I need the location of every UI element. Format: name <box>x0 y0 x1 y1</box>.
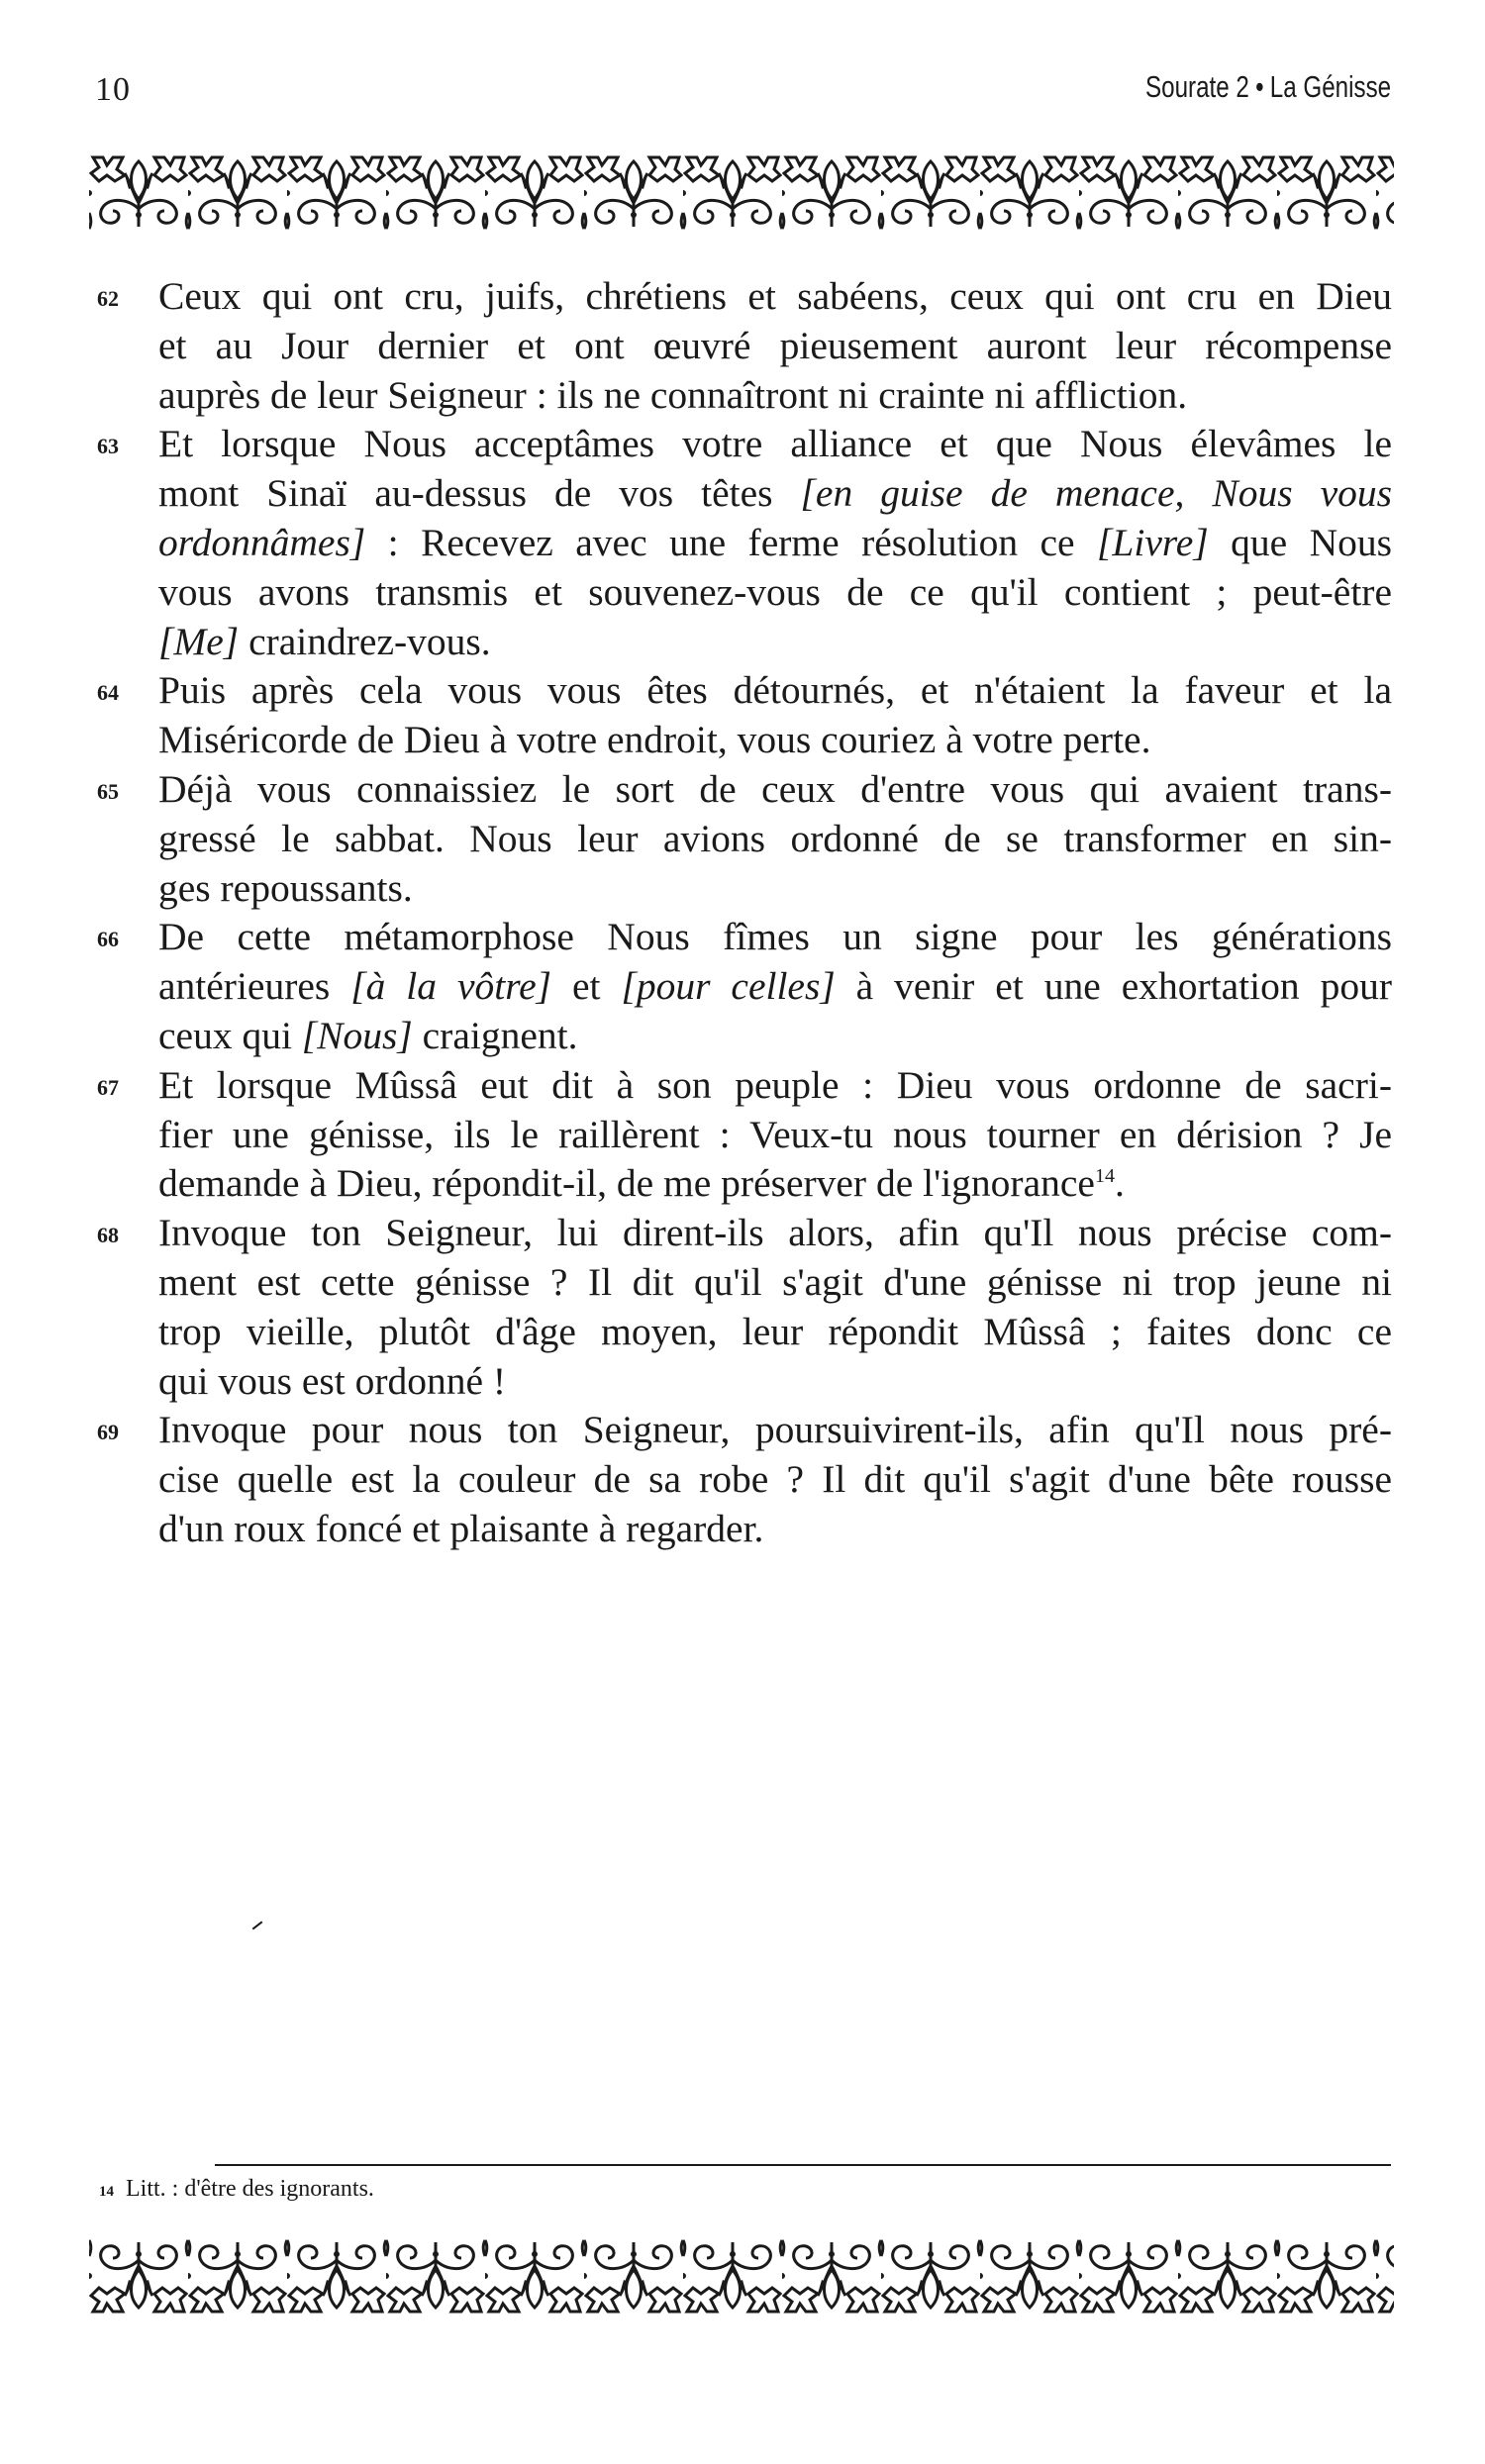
verse-text <box>158 1357 1392 1407</box>
verse-line <box>0 371 1485 421</box>
verse-text <box>158 1258 1392 1308</box>
verse-segment: qui vous est ordonné ! <box>158 1358 507 1403</box>
verse-segment: demande à Dieu, répondit-il, de me préserver de l'ignorance <box>158 1161 1095 1206</box>
bracketed-insertion: [à la vôtre] <box>350 964 552 1009</box>
top-ornament-border <box>89 153 1394 231</box>
verse-line <box>0 1308 1485 1357</box>
verse-line <box>0 1061 1485 1111</box>
bracketed-insertion: ordonnâmes] <box>158 520 366 564</box>
verse-text <box>158 1012 1392 1061</box>
verse-line <box>0 568 1485 618</box>
verse-segment: Miséricorde de Dieu à votre endroit, vous couriez à votre perte. <box>158 718 1151 762</box>
verse-line <box>0 765 1485 815</box>
verse-segment: trop vieille, plutôt d'âge moyen, leur répondit Mûssâ ; faites donc ce <box>158 1309 1392 1353</box>
bottom-ornament-border <box>89 2238 1394 2316</box>
verse-segment: Et lorsque Mûssâ eut dit à son peuple : Dieu vous ordonne de sacri- <box>158 1062 1392 1107</box>
bracketed-insertion: [pour celles] <box>621 964 836 1009</box>
verse-line <box>0 322 1485 371</box>
verse-text <box>158 1111 1392 1160</box>
verse-text <box>158 1455 1392 1505</box>
verse-number: 65 <box>97 778 119 804</box>
verse-segment: vous avons transmis et souvenez-vous de ce qu'il contient ; peut-être <box>158 569 1392 614</box>
verse-line <box>0 913 1485 962</box>
verse-segment: Invoque pour nous ton Seigneur, poursuivirent-ils, afin qu'Il nous pré- <box>158 1408 1392 1452</box>
verse-segment: mont Sinaï au-dessus de vos têtes <box>158 471 801 516</box>
verse-segment: : Recevez avec une ferme résolution ce <box>365 520 1098 564</box>
verse-number: 64 <box>97 680 119 706</box>
footnote-text: Litt. : d'être des ignorants. <box>126 2176 374 2202</box>
verse-line <box>0 1012 1485 1061</box>
verse-line <box>0 1357 1485 1407</box>
verse-line <box>0 1258 1485 1308</box>
verse-segment: cise quelle est la couleur de sa robe ? Il dit qu'il s'agit d'une bête rousse <box>158 1457 1392 1502</box>
verse-segment: craindrez-vous. <box>239 619 491 663</box>
verse-line <box>0 815 1485 864</box>
footnote-divider <box>215 2164 1391 2166</box>
bracketed-insertion: [Livre] <box>1097 520 1209 564</box>
verse-segment: et <box>551 964 622 1009</box>
footnote-reference[interactable]: 14 <box>1094 1165 1115 1188</box>
verse-number: 62 <box>97 286 119 311</box>
verse-line <box>0 1455 1485 1505</box>
verse-text <box>158 666 1392 716</box>
verse-text <box>158 1061 1392 1111</box>
verse-text <box>158 864 1392 914</box>
verse-line <box>0 420 1485 469</box>
verse-number: 63 <box>97 434 119 459</box>
verse-segment: auprès de leur Seigneur : ils ne connaîtront ni crainte ni affliction. <box>158 372 1188 417</box>
verse-text <box>158 272 1392 322</box>
verse-text <box>158 371 1392 421</box>
verse-text <box>158 765 1392 815</box>
verse-text <box>158 716 1392 765</box>
verse-number: 69 <box>97 1420 119 1445</box>
verse-text <box>158 1505 1392 1554</box>
verse-segment: fier une génisse, ils le raillèrent : Veux-tu nous tourner en dérision ? Je <box>158 1112 1392 1156</box>
stray-pen-mark <box>252 1922 263 1930</box>
verse-text <box>158 519 1392 568</box>
verse-segment: craignent. <box>412 1013 578 1057</box>
footnote-number: 14 <box>99 2184 114 2200</box>
verse-line <box>0 1209 1485 1258</box>
verse-text <box>158 1308 1392 1357</box>
verse-text <box>158 1209 1392 1258</box>
verse-text <box>158 815 1392 864</box>
verse-segment: et au Jour dernier et ont œuvré pieusement auront leur récompense <box>158 323 1392 367</box>
verse-line <box>0 716 1485 765</box>
verse-line <box>0 469 1485 519</box>
verse-line <box>0 1111 1485 1160</box>
verse-segment: antérieures <box>158 964 351 1009</box>
verse-number: 67 <box>97 1074 119 1100</box>
verse-segment: ceux qui <box>158 1013 302 1057</box>
verse-line <box>0 618 1485 667</box>
verse-segment: . <box>1114 1161 1125 1206</box>
footnote <box>99 2176 374 2203</box>
bullet-separator: • <box>1254 69 1264 104</box>
verse-segment: gressé le sabbat. Nous leur avions ordonné de se transformer en sin- <box>158 816 1392 860</box>
verse-segment: Invoque ton Seigneur, lui dirent-ils alors, afin qu'Il nous précise com- <box>158 1211 1392 1255</box>
verse-segment: ges repoussants. <box>158 865 413 910</box>
surah-label: Sourate 2 <box>1144 69 1249 104</box>
verse-line <box>0 1159 1485 1209</box>
verse-line <box>0 666 1485 716</box>
bracketed-insertion: [en guise de menace, Nous vous <box>800 471 1392 516</box>
verse-text <box>158 913 1392 962</box>
verse-text <box>158 568 1392 618</box>
verse-text <box>158 1406 1392 1455</box>
verse-segment: Ceux qui ont cru, juifs, chrétiens et sabéens, ceux qui ont cru en Dieu <box>158 274 1392 318</box>
running-head <box>1145 69 1391 105</box>
verse-segment: Et lorsque Nous acceptâmes votre alliance et que Nous élevâmes le <box>158 422 1392 466</box>
verse-text <box>158 469 1392 519</box>
verse-line <box>0 864 1485 914</box>
verse-line <box>0 519 1485 568</box>
verse-text <box>158 322 1392 371</box>
verse-line <box>0 272 1485 322</box>
verse-segment: Puis après cela vous vous êtes détournés, et n'étaient la faveur et la <box>158 668 1392 713</box>
verse-list <box>0 272 1485 1554</box>
verse-number: 66 <box>97 927 119 952</box>
verse-text <box>158 962 1392 1012</box>
ornament-pattern <box>89 153 1394 231</box>
bracketed-insertion: [Nous] <box>301 1013 413 1057</box>
surah-title: La Génisse <box>1269 69 1391 104</box>
verse-line <box>0 1406 1485 1455</box>
page-number: 10 <box>95 71 131 108</box>
verse-line <box>0 962 1485 1012</box>
verse-segment: Déjà vous connaissiez le sort de ceux d'entre vous qui avaient trans- <box>158 766 1392 811</box>
verse-text <box>158 420 1392 469</box>
verse-segment: d'un roux foncé et plaisante à regarder. <box>158 1506 764 1550</box>
verse-segment: ment est cette génisse ? Il dit qu'il s'agit d'une génisse ni trop jeune ni <box>158 1259 1392 1304</box>
verse-segment: que Nous <box>1208 520 1393 564</box>
verse-text <box>158 1159 1392 1209</box>
verse-text <box>158 618 1392 667</box>
verse-segment: à venir et une exhortation pour <box>835 964 1392 1009</box>
ornament-pattern <box>89 2238 1394 2316</box>
verse-segment: De cette métamorphose Nous fîmes un signe pour les générations <box>158 915 1392 959</box>
verse-number: 68 <box>97 1223 119 1248</box>
verse-line <box>0 1505 1485 1554</box>
bracketed-insertion: [Me] <box>158 619 240 663</box>
